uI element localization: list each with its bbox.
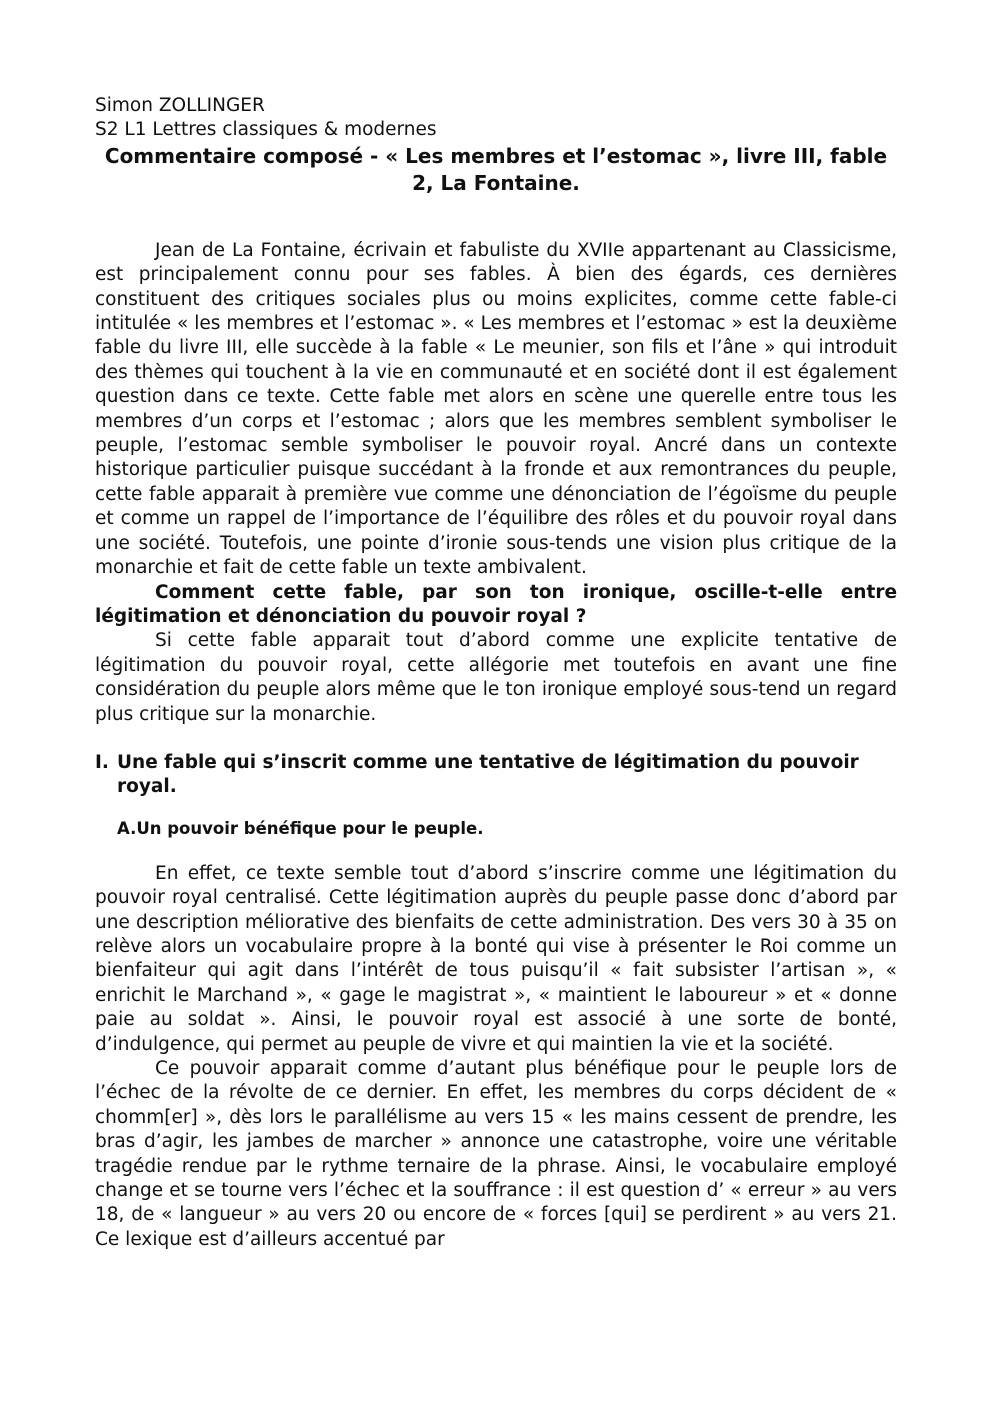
document-page — [95, 94, 897, 1252]
problematique: Comment cette fable, par son ton ironique, oscille-t-elle entre légitimation et dénonciation du pouvoir royal ? — [95, 581, 897, 627]
section-heading-1 — [95, 751, 897, 800]
section-number: I. — [95, 751, 109, 773]
spacer — [95, 197, 897, 239]
intro-paragraph: Jean de La Fontaine, écrivain et fabuliste du XVIIe appartenant au Classicisme, est principalement connu pour ses fables. À bien des égards, ces dernières constituent des critiques sociales plus ou moins explicites, comme cette fable-ci intitulée « les membres et l’estomac ». « Les membres et l’estomac » est la deuxième fable du livre III, elle succède à la fable « Le meunier, son fils et l’âne » qui introduit des thèmes qui touchent à la vie en communauté et en société dont il est également question dans ce texte. Cette fable met alors en scène une querelle entre tous les membres d’un corps et l’estomac ; alors que les membres semblent symboliser le peuple, l’estomac semble symboliser le pouvoir royal. Ancré dans un contexte historique particulier puisque succédant à la fronde et aux remontrances du peuple, cette fable apparait à première vue comme une dénonciation de l’égoïsme du peuple et comme un rappel de l’importance de l’équilibre des rôles et du pouvoir royal dans une société. Toutefois, une pointe d’ironie sous-tends une vision plus critique de la monarchie et fait de cette fable un texte ambivalent. — [95, 239, 897, 579]
body-paragraph-1: En effet, ce texte semble tout d’abord s’inscrire comme une légitimation du pouvoir royal centralisé. Cette légitimation auprès du peuple passe donc d’abord par une description méliorative des bienfaits de cette administration. Des vers 30 à 35 on relève alors un vocabulaire propre à la bonté qui vise à présenter le Roi comme un bienfaiteur qui agit dans l’intérêt de tous puisqu’il « fait subsister l’artisan », « enrichit le Marchand », « gage le magistrat », « maintient le laboureur » et « donne paie au soldat ». Ainsi, le pouvoir royal est associé à une sorte de bonté, d’indulgence, qui permet au peuple de vivre et qui maintien la vie et la société. — [95, 862, 897, 1055]
document-title: Commentaire composé - « Les membres et l’estomac », livre III, fable 2, La Fontaine. — [104, 143, 888, 195]
author-name: Simon ZOLLINGER — [95, 95, 265, 116]
subsection-heading-a: A.Un pouvoir bénéfique pour le peuple. — [117, 818, 484, 838]
plan-paragraph: Si cette fable apparait tout d’abord comme une explicite tentative de légitimation du pouvoir royal, cette allégorie met toutefois en avant une fine considération du peuple alors même que le ton ironique employé sous-tend un regard plus critique sur la monarchie. — [95, 630, 897, 725]
spacer — [95, 840, 897, 862]
course-label: S2 L1 Lettres classiques & modernes — [95, 119, 437, 141]
body-paragraph-2: Ce pouvoir apparait comme d’autant plus bénéfique pour le peuple lors de l’échec de la révolte de ce dernier. En effet, les membres du corps décident de « chomm[er] », dès lors le parallélisme au vers 15 « les mains cessent de prendre, les bras d’agir, les jambes de marcher » annonce une catastrophe, voire une véritable tragédie rendue par le rythme ternaire de la phrase. Ainsi, le vocabulaire employé change et se tourne vers l’échec et la souffrance : il est question d’ « erreur » au vers 18, de « langueur » au vers 20 ou encore de « forces [qui] se perdirent » au vers 21. Ce lexique est d’ailleurs accentué par — [95, 1058, 897, 1250]
spacer — [95, 727, 897, 751]
section-title: Une fable qui s’inscrit comme une tentative de légitimation du pouvoir royal. — [117, 751, 859, 798]
